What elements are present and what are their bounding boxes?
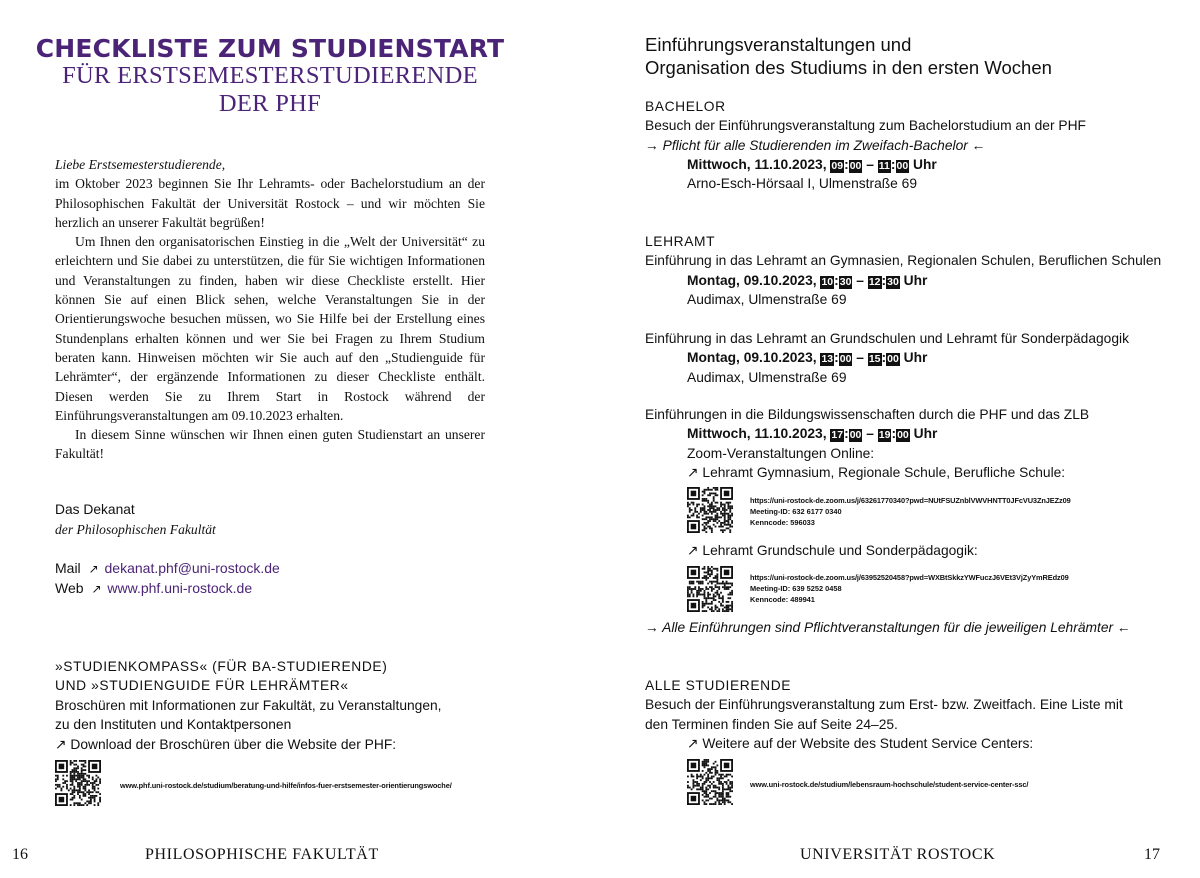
letter-paragraph-1: im Oktober 2023 beginnen Sie Ihr Lehramts- oder Bachelorstudium an der Philosophischen Fakultät der Universität Rostock – und wir möchten Sie herzlich an unserer Fakultät begrüßen! [55,176,485,230]
time-colon: : [881,272,887,288]
zoom-1-label-text: Lehramt Gymnasium, Regionale Schule, Berufliche Schule: [702,464,1066,480]
ssc-link-text: Weitere auf der Website des Student Service Centers: [702,735,1034,751]
time-colon: : [891,426,897,442]
brochure-download-text: Download der Broschüren über die Website der PHF: [70,736,397,752]
category-heading: BACHELOR [645,99,726,114]
time-colon: : [844,426,849,442]
time-colon: : [890,156,896,172]
event-description: Einführung in das Lehramt an Gymnasien, Regionalen Schulen, Beruflichen Schulen [645,253,1162,269]
zoom-2-passcode: Kenncode: 489941 [750,594,815,604]
lehramt-grundschule-block [645,329,1195,387]
category-heading: LEHRAMT [645,234,716,249]
zoom-1-meeting-id: Meeting-ID: 632 6177 0340 [750,507,842,516]
time-end-hour: 15 [868,353,881,366]
time-unit: Uhr [903,350,928,366]
event-datetime [645,348,1195,367]
qr-code-icon [55,760,101,806]
event-date: Mittwoch, 11.10.2023, [687,156,827,172]
zoom-2-label-text: Lehramt Grundschule und Sonderpädagogik: [702,543,978,558]
zoom-link-2 [645,541,1195,560]
time-colon: : [881,350,887,366]
time-start-minute: 00 [839,353,852,366]
welcome-letter [55,155,485,464]
event-place: Audimax, Ulmenstraße 69 [687,369,847,385]
letter-salutation: Liebe Erstsemesterstudierende, [55,157,226,172]
event-place: Arno-Esch-Hörsaal I, Ulmenstraße 69 [687,176,918,192]
signature-name: Das Dekanat [55,502,135,517]
time-unit: Uhr [913,156,937,172]
section-title-line-1: Einführungsveranstaltungen und [645,34,912,55]
zoom-link-1-label[interactable] [645,463,1195,482]
alle-body-line-1: Besuch der Einführungsveranstaltung zum Erst- bzw. Zweitfach. Eine Liste mit [645,697,1123,713]
time-end-minute: 00 [896,159,909,172]
event-date: Mittwoch, 11.10.2023, [687,426,827,442]
lehramt-note: → Alle Einführungen sind Pflichtveranstaltungen für die jeweiligen Lehrämter ← [645,620,1131,635]
brochure-heading-line-1: »STUDIENKOMPASS« (FÜR BA-STUDIERENDE) [55,659,388,674]
qr-code-icon [687,487,733,533]
time-start-minute: 00 [849,429,862,442]
time-colon: : [844,156,849,172]
time-colon: : [834,272,839,288]
external-link-arrow-icon: ↗ [88,562,99,576]
event-date: Montag, 09.10.2023, [687,272,817,288]
event-description: Besuch der Einführungsveranstaltung zum Bachelorstudium an der PHF [645,118,1086,134]
time-start-minute: 30 [839,275,852,288]
time-end-hour: 11 [878,159,890,172]
web-label: Web [55,580,84,596]
zoom-2-meta [750,584,842,605]
brochure-section-body [55,696,495,754]
page-number: 16 [12,846,28,863]
time-start-minute: 00 [849,159,862,172]
event-datetime [645,424,1195,443]
qr-code-icon [687,759,733,805]
event-date: Montag, 09.10.2023, [687,350,817,366]
web-link[interactable]: www.phf.uni-rostock.de [107,580,253,596]
event-datetime [645,271,1195,290]
mail-link[interactable]: dekanat.phf@uni-rostock.de [104,560,280,576]
time-start-hour: 17 [831,429,844,442]
time-end-minute: 30 [887,275,899,288]
qr-code-icon [687,566,733,612]
time-end-hour: 12 [868,275,881,288]
letter-paragraph-3: In diesem Sinne wünschen wir Ihnen einen guten Studienstart an unserer Fakultät! [55,427,485,462]
time-end-minute: 00 [897,429,909,442]
bildungswissenschaften-block [645,405,1195,482]
time-dash: – [856,272,864,288]
bachelor-block [645,97,1195,193]
contact-web [55,580,252,596]
page-subtitle [0,62,540,118]
alle-studierende-block [645,676,1195,753]
mail-label: Mail [55,560,81,576]
lehramt-block [645,232,1195,309]
brochure-body-line-1: Broschüren mit Informationen zur Fakultät, zu Veranstaltungen, [55,698,442,713]
zoom-1-passcode: Kenncode: 596033 [750,517,815,527]
time-start-hour: 13 [821,353,834,366]
signature-subtitle: der Philosophischen Fakultät [55,522,216,537]
category-heading: ALLE STUDIERENDE [645,678,792,693]
time-colon: : [834,350,839,366]
time-dash: – [866,426,874,442]
section-title [645,33,1052,79]
zoom-1-meta [750,507,842,528]
event-description: Einführungen in die Bildungswissenschaften durch die PHF und das ZLB [645,407,1090,422]
letter-paragraph-2: Um Ihnen den organisatorischen Einstieg in die „Welt der Universität“ zu erleichtern und Sie dabei zu unterstützen, die für Sie wichtigen Informationen und Veranstaltungen zu finden, haben wir diese Checkliste erstellt. Hier können Sie auf einen Blick sehen, welche Veranstaltungen Sie in der Orientierungswoche besuchen müssen, wo Sie Hilfe bei der Erstellung eines Stundenplans erhalten können und wer Sie bei Fragen zu Ihrem Studium beraten kann. Hinweisen möchten wir Sie auch auf den „Studienguide für Lehrämter“, der ergänzende Informationen zu dieser Checkliste enthält. Diesen werden Sie zu Ihrem Start in Rostock während der Einführungsveranstaltungen am 09.10.2023 erhalten. [55,234,485,423]
page-subtitle-line-2: DER PHF [218,90,322,117]
event-note: → Pflicht für alle Studierenden im Zweifach-Bachelor ← [645,137,986,153]
external-link-arrow-icon: ↗ [687,735,699,751]
brochure-heading-line-2: UND »STUDIENGUIDE FÜR LEHRÄMTER« [55,678,349,693]
ssc-qr-url[interactable]: www.uni-rostock.de/studium/lebensraum-hochschule/student-service-center-ssc/ [750,780,1029,789]
right-page [600,0,1200,878]
external-link-arrow-icon: ↗ [687,543,699,558]
page-footer: PHILOSOPHISCHE FAKULTÄT [145,846,379,863]
page-footer: UNIVERSITÄT ROSTOCK [800,846,996,863]
brochure-body-line-2: zu den Instituten und Kontaktpersonen [55,717,292,733]
time-dash: – [866,156,874,172]
event-description: Einführung in das Lehramt an Grundschulen und Lehramt für Sonderpädagogik [645,331,1129,346]
zoom-2-url[interactable]: https://uni-rostock-de.zoom.us/j/63952520458?pwd=WXBtSkkzYWFuczJ6VEt3VjZyYmREdz09 [750,573,1069,582]
time-dash: – [856,350,864,366]
zoom-1-url[interactable]: https://uni-rostock-de.zoom.us/j/63261770340?pwd=NUtFSUZnblVWVHNTT0JFcVU3ZnJEZz09 [750,496,1071,505]
brochure-qr-url[interactable]: www.phf.uni-rostock.de/studium/beratung-und-hilfe/infos-fuer-erstsemester-orientierungswoche/ [120,781,452,790]
time-end-minute: 00 [887,353,899,366]
brochure-section-heading [55,657,387,695]
page-subtitle-line-1: FÜR ERSTSEMESTERSTUDIERENDE [62,62,478,89]
time-unit: Uhr [903,272,928,288]
zoom-heading: Zoom-Veranstaltungen Online: [687,445,875,461]
time-end-hour: 19 [878,429,891,442]
event-datetime [645,155,1195,174]
external-link-arrow-icon: ↗ [91,582,102,596]
time-unit: Uhr [913,426,938,442]
time-start-hour: 10 [821,275,834,288]
page-number: 17 [1144,846,1160,863]
zoom-link-2-label[interactable] [645,541,1195,560]
section-title-line-2: Organisation des Studiums in den ersten Wochen [645,57,1052,78]
event-place: Audimax, Ulmenstraße 69 [687,291,847,307]
zoom-2-meeting-id: Meeting-ID: 639 5252 0458 [750,584,842,593]
alle-body-line-2: den Terminen finden Sie auf Seite 24–25. [645,716,898,732]
external-link-arrow-icon: ↗ [687,464,699,480]
contact-mail [55,560,280,576]
external-link-arrow-icon: ↗ [55,736,67,752]
page-title: CHECKLISTE ZUM STUDIENSTART [35,34,505,63]
brochure-download-line[interactable] [55,735,495,754]
ssc-link[interactable] [645,734,1195,753]
time-start-hour: 09 [831,159,844,172]
